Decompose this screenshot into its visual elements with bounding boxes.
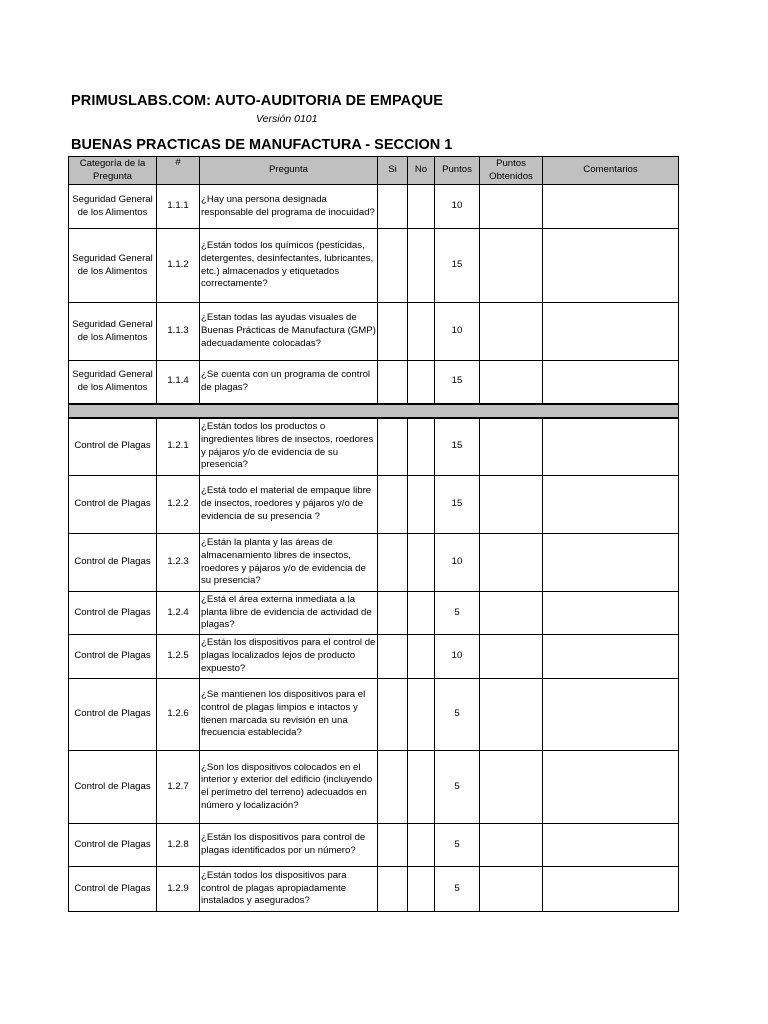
points-cell: 10 xyxy=(435,185,480,229)
category-cell: Seguridad General de los Alimentos xyxy=(69,185,157,229)
points-obtained-cell[interactable] xyxy=(480,418,543,476)
header-points-obtained: Puntos Obtenidos xyxy=(480,157,543,185)
si-cell[interactable] xyxy=(378,824,408,867)
si-cell[interactable] xyxy=(378,679,408,751)
comments-cell[interactable] xyxy=(543,361,679,404)
points-obtained-cell[interactable] xyxy=(480,679,543,751)
question-cell: ¿Están todos los productos o ingredientes libres de insectos, roedores y pájaros y/o de evidencia de su presencia? xyxy=(200,418,378,476)
number-cell: 1.2.9 xyxy=(157,867,200,912)
comments-cell[interactable] xyxy=(543,476,679,534)
number-cell: 1.2.7 xyxy=(157,751,200,824)
table-row xyxy=(69,185,679,229)
points-cell: 5 xyxy=(435,867,480,912)
si-cell[interactable] xyxy=(378,361,408,404)
no-cell[interactable] xyxy=(408,185,435,229)
question-cell: ¿Están los dispositivos para el control de plagas localizados lejos de producto expuesto? xyxy=(200,635,378,679)
table-row xyxy=(69,303,679,361)
no-cell[interactable] xyxy=(408,751,435,824)
number-cell: 1.1.1 xyxy=(157,185,200,229)
points-cell: 15 xyxy=(435,476,480,534)
section-title: BUENAS PRACTICAS DE MANUFACTURA - SECCION 1 xyxy=(71,137,453,153)
points-cell: 5 xyxy=(435,824,480,867)
number-cell: 1.1.4 xyxy=(157,361,200,404)
number-cell: 1.2.2 xyxy=(157,476,200,534)
points-obtained-cell[interactable] xyxy=(480,592,543,635)
si-cell[interactable] xyxy=(378,534,408,592)
table-row xyxy=(69,534,679,592)
si-cell[interactable] xyxy=(378,751,408,824)
comments-cell[interactable] xyxy=(543,592,679,635)
table-row xyxy=(69,476,679,534)
table-row xyxy=(69,824,679,867)
header-si: Si xyxy=(378,157,408,185)
category-cell: Seguridad General de los Alimentos xyxy=(69,229,157,303)
header-question: Pregunta xyxy=(200,157,378,185)
no-cell[interactable] xyxy=(408,361,435,404)
number-cell: 1.2.1 xyxy=(157,418,200,476)
header-number: # xyxy=(157,157,200,185)
audit-table xyxy=(68,156,679,912)
comments-cell[interactable] xyxy=(543,229,679,303)
points-obtained-cell[interactable] xyxy=(480,303,543,361)
comments-cell[interactable] xyxy=(543,303,679,361)
number-cell: 1.1.2 xyxy=(157,229,200,303)
category-cell: Control de Plagas xyxy=(69,476,157,534)
number-cell: 1.2.4 xyxy=(157,592,200,635)
points-obtained-cell[interactable] xyxy=(480,361,543,404)
points-obtained-cell[interactable] xyxy=(480,635,543,679)
table-row xyxy=(69,635,679,679)
table-row xyxy=(69,679,679,751)
si-cell[interactable] xyxy=(378,635,408,679)
si-cell[interactable] xyxy=(378,303,408,361)
points-obtained-cell[interactable] xyxy=(480,476,543,534)
points-cell: 10 xyxy=(435,635,480,679)
table-row xyxy=(69,751,679,824)
points-obtained-cell[interactable] xyxy=(480,185,543,229)
question-cell: ¿Está todo el material de empaque libre de insectos, roedores y pájaros y/o de evidencia de su presencia ? xyxy=(200,476,378,534)
points-cell: 5 xyxy=(435,592,480,635)
points-cell: 15 xyxy=(435,418,480,476)
no-cell[interactable] xyxy=(408,592,435,635)
number-cell: 1.1.3 xyxy=(157,303,200,361)
header-points: Puntos xyxy=(435,157,480,185)
question-cell: ¿Hay una persona designada responsable del programa de inocuidad? xyxy=(200,185,378,229)
category-cell: Seguridad General de los Alimentos xyxy=(69,361,157,404)
category-cell: Control de Plagas xyxy=(69,592,157,635)
si-cell[interactable] xyxy=(378,185,408,229)
question-cell: ¿Está el área externa inmediata a la planta libre de evidencia de actividad de plagas? xyxy=(200,592,378,635)
question-cell: ¿Se mantienen los dispositivos para el control de plagas limpios e intactos y tienen marcada su revisión en una frecuencia establecida? xyxy=(200,679,378,751)
no-cell[interactable] xyxy=(408,229,435,303)
comments-cell[interactable] xyxy=(543,185,679,229)
points-cell: 15 xyxy=(435,229,480,303)
si-cell[interactable] xyxy=(378,418,408,476)
table-row xyxy=(69,229,679,303)
comments-cell[interactable] xyxy=(543,534,679,592)
category-cell: Control de Plagas xyxy=(69,418,157,476)
category-cell: Seguridad General de los Alimentos xyxy=(69,303,157,361)
table-row xyxy=(69,867,679,912)
header-no: No xyxy=(408,157,435,185)
points-obtained-cell[interactable] xyxy=(480,534,543,592)
points-cell: 10 xyxy=(435,534,480,592)
number-cell: 1.2.8 xyxy=(157,824,200,867)
points-cell: 5 xyxy=(435,751,480,824)
no-cell[interactable] xyxy=(408,303,435,361)
comments-cell[interactable] xyxy=(543,418,679,476)
points-cell: 15 xyxy=(435,361,480,404)
points-obtained-cell[interactable] xyxy=(480,229,543,303)
category-cell: Control de Plagas xyxy=(69,635,157,679)
document-title: PRIMUSLABS.COM: AUTO-AUDITORIA DE EMPAQUE xyxy=(71,93,443,109)
no-cell[interactable] xyxy=(408,418,435,476)
no-cell[interactable] xyxy=(408,635,435,679)
version-label: Versión 0101 xyxy=(256,113,318,125)
category-cell: Control de Plagas xyxy=(69,679,157,751)
points-cell: 5 xyxy=(435,679,480,751)
question-cell: ¿Se cuenta con un programa de control de plagas? xyxy=(200,361,378,404)
table-row xyxy=(69,361,679,404)
header-row xyxy=(69,157,679,185)
points-obtained-cell[interactable] xyxy=(480,824,543,867)
question-cell: ¿Están todos los dispositivos para control de plagas apropiadamente instalados y asegurados? xyxy=(200,867,378,912)
comments-cell[interactable] xyxy=(543,824,679,867)
header-category: Categoría de la Pregunta xyxy=(69,157,157,185)
separator-bar xyxy=(69,404,679,418)
question-cell: ¿Están todos los químicos (pesticidas, detergentes, desinfectantes, lubricantes, etc.) almacenados y etiquetados correctamente? xyxy=(200,229,378,303)
si-cell[interactable] xyxy=(378,592,408,635)
no-cell[interactable] xyxy=(408,476,435,534)
no-cell[interactable] xyxy=(408,679,435,751)
si-cell[interactable] xyxy=(378,476,408,534)
table-row xyxy=(69,418,679,476)
points-cell: 10 xyxy=(435,303,480,361)
points-obtained-cell[interactable] xyxy=(480,867,543,912)
comments-cell[interactable] xyxy=(543,867,679,912)
category-cell: Control de Plagas xyxy=(69,751,157,824)
question-cell: ¿Están los dispositivos para control de plagas identificados por un número? xyxy=(200,824,378,867)
no-cell[interactable] xyxy=(408,824,435,867)
table-row xyxy=(69,592,679,635)
comments-cell[interactable] xyxy=(543,679,679,751)
comments-cell[interactable] xyxy=(543,751,679,824)
category-cell: Control de Plagas xyxy=(69,824,157,867)
number-cell: 1.2.3 xyxy=(157,534,200,592)
question-cell: ¿Están la planta y las áreas de almacenamiento libres de insectos, roedores y pájaros y/o de evidencia de su presencia? xyxy=(200,534,378,592)
no-cell[interactable] xyxy=(408,867,435,912)
number-cell: 1.2.6 xyxy=(157,679,200,751)
points-obtained-cell[interactable] xyxy=(480,751,543,824)
header-comments: Comentarios xyxy=(543,157,679,185)
question-cell: ¿Son los dispositivos colocados en el interior y exterior del edificio (incluyendo el perímetro del terreno) adecuados en número y localización? xyxy=(200,751,378,824)
si-cell[interactable] xyxy=(378,229,408,303)
section-separator xyxy=(69,404,679,418)
no-cell[interactable] xyxy=(408,534,435,592)
number-cell: 1.2.5 xyxy=(157,635,200,679)
comments-cell[interactable] xyxy=(543,635,679,679)
category-cell: Control de Plagas xyxy=(69,534,157,592)
question-cell: ¿Estan todas las ayudas visuales de Buenas Prácticas de Manufactura (GMP) adecuadamente colocadas? xyxy=(200,303,378,361)
si-cell[interactable] xyxy=(378,867,408,912)
category-cell: Control de Plagas xyxy=(69,867,157,912)
